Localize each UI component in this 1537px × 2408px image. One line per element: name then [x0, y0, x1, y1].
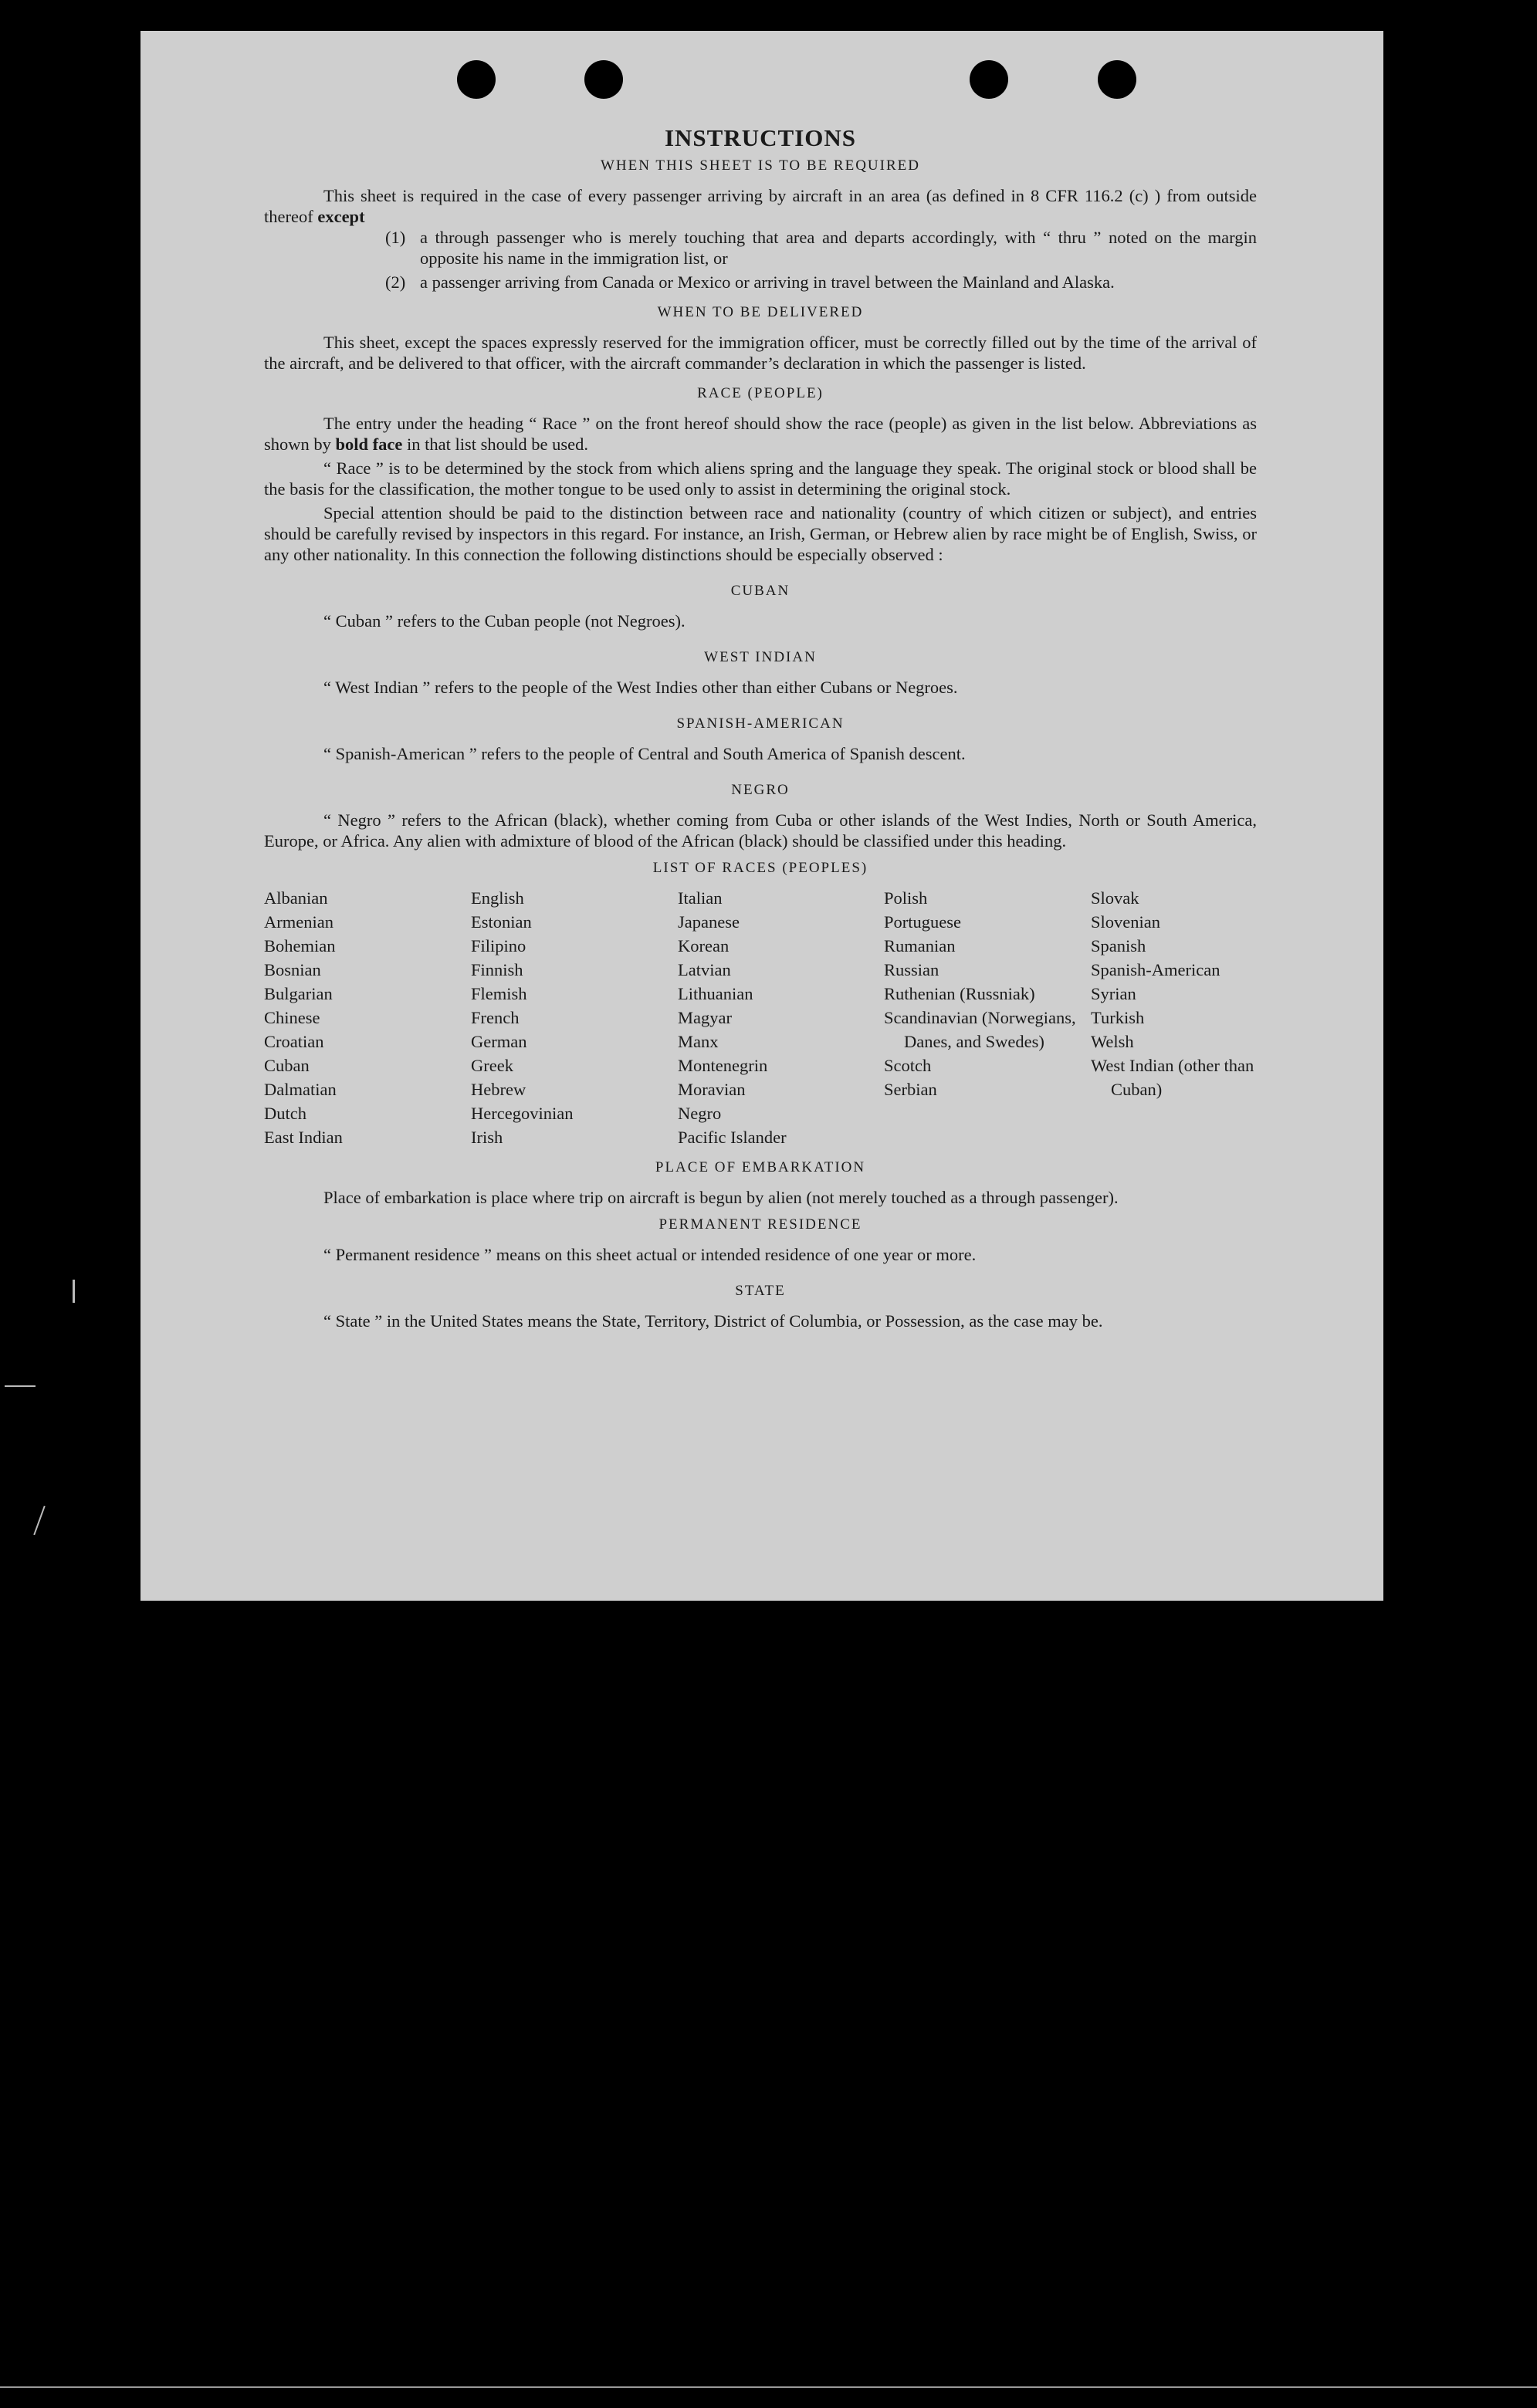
- races-list: [264, 886, 1257, 1149]
- section-heading: WHEN THIS SHEET IS TO BE REQUIRED: [601, 157, 920, 174]
- race-item: Albanian: [264, 888, 328, 908]
- race-item: Croatian: [264, 1032, 324, 1051]
- race-item: Latvian: [678, 960, 731, 979]
- race-item: Negro: [678, 1104, 722, 1123]
- races-column: [678, 886, 884, 1149]
- race-item: West Indian (other than Cuban): [1091, 1056, 1254, 1099]
- section-heading: CUBAN: [730, 583, 791, 599]
- race-item: Bohemian: [264, 936, 336, 955]
- races-column: [1091, 886, 1257, 1149]
- race-item: Welsh: [1091, 1032, 1134, 1051]
- paragraph: Special attention should be paid to the distinction between race and nationality (country of which citizen or subject), and entries should be carefully revised by inspectors in this regard. For instance, an Irish, German, or Hebrew alien by race might be of English, Swiss, or any other nationality. In this connection the following distinctions should be especially observed :: [264, 503, 1257, 564]
- section-heading: LIST OF RACES (PEOPLES): [652, 860, 868, 876]
- paragraph: This sheet is required in the case of every passenger arriving by aircraft in an area (as defined in 8 CFR 116.2 (c) ) from outside thereof except: [264, 186, 1257, 226]
- race-item: East Indian: [264, 1128, 343, 1147]
- scan-artifact: [73, 1280, 75, 1303]
- race-item: Scotch: [884, 1056, 932, 1075]
- race-item: Moravian: [678, 1080, 746, 1099]
- race-item: Finnish: [471, 960, 523, 979]
- race-item: Slovak: [1091, 888, 1139, 908]
- race-item: Bosnian: [264, 960, 321, 979]
- races-column: [884, 886, 1091, 1149]
- race-item: Dalmatian: [264, 1080, 337, 1099]
- race-item: Japanese: [678, 912, 740, 932]
- race-item: Cuban: [264, 1056, 310, 1075]
- scan-artifact: [33, 1506, 46, 1535]
- paragraph: “ Spanish-American ” refers to the people of Central and South America of Spanish descent.: [323, 744, 966, 763]
- punch-hole: [1098, 60, 1136, 99]
- race-item: Montenegrin: [678, 1056, 768, 1075]
- paragraph: “ Negro ” refers to the African (black), whether coming from Cuba or other islands of the West Indies, North or South America, Europe, or Africa. Any alien with admixture of blood of the African (black) should be classified under this heading.: [264, 810, 1257, 851]
- section-heading: STATE: [735, 1283, 786, 1299]
- section-heading: PLACE OF EMBARKATION: [655, 1159, 866, 1175]
- paragraph: “ Cuban ” refers to the Cuban people (not Negroes).: [323, 611, 686, 631]
- race-item: Rumanian: [884, 936, 956, 955]
- race-item: Filipino: [471, 936, 526, 955]
- paragraph: “ Permanent residence ” means on this sheet actual or intended residence of one year or more.: [323, 1245, 977, 1264]
- races-column: [471, 886, 678, 1149]
- race-item: Dutch: [264, 1104, 306, 1123]
- race-item: Russian: [884, 960, 939, 979]
- race-item: Portuguese: [884, 912, 961, 932]
- race-item: Armenian: [264, 912, 333, 932]
- punch-hole: [970, 60, 1008, 99]
- race-item: Ruthenian (Russniak): [884, 984, 1035, 1003]
- race-item: French: [471, 1008, 520, 1027]
- race-item: English: [471, 888, 524, 908]
- race-item: Bulgarian: [264, 984, 333, 1003]
- race-item: Chinese: [264, 1008, 320, 1027]
- race-item: Greek: [471, 1056, 513, 1075]
- page-title: INSTRUCTIONS: [664, 124, 856, 151]
- races-column: [264, 886, 471, 1149]
- race-item: Pacific Islander: [678, 1128, 787, 1147]
- race-item: German: [471, 1032, 527, 1051]
- race-item: Magyar: [678, 1008, 732, 1027]
- race-item: Manx: [678, 1032, 719, 1051]
- section-heading: WHEN TO BE DELIVERED: [657, 304, 864, 320]
- paragraph: The entry under the heading “ Race ” on the front hereof should show the race (people) as given in the list below. Abbreviations as shown by bold face in that list should be used.: [264, 414, 1257, 454]
- section-heading: SPANISH-AMERICAN: [676, 715, 845, 732]
- list-item: (1) a through passenger who is merely touching that area and departs accordingly, with “ thru ” noted on the margin opposite his name in the immigration list, or: [385, 228, 1257, 268]
- paragraph: This sheet, except the spaces expressly reserved for the immigration officer, must be correctly filled out by the time of the arrival of the aircraft, and be delivered to that officer, with the aircraft commander’s declaration in which the passenger is listed.: [264, 333, 1257, 373]
- paragraph: “ Race ” is to be determined by the stock from which aliens spring and the language they speak. The original stock or blood shall be the basis for the classification, the mother tongue to be used only to assist in determining the original stock.: [264, 458, 1257, 499]
- race-item: Serbian: [884, 1080, 937, 1099]
- section-heading: NEGRO: [731, 782, 790, 798]
- race-item: Syrian: [1091, 984, 1136, 1003]
- paragraph: “ State ” in the United States means the State, Territory, District of Columbia, or Possession, as the case may be.: [323, 1311, 1103, 1331]
- scan-artifact: [5, 1385, 36, 1387]
- document-sheet: [140, 31, 1383, 1601]
- section-heading: PERMANENT RESIDENCE: [658, 1216, 862, 1233]
- punch-hole: [457, 60, 496, 99]
- race-item: Estonian: [471, 912, 532, 932]
- race-item: Flemish: [471, 984, 527, 1003]
- punch-hole: [584, 60, 623, 99]
- scan-edge-line: [0, 2386, 1537, 2388]
- paragraph: “ West Indian ” refers to the people of the West Indies other than either Cubans or Negroes.: [323, 678, 958, 697]
- race-item: Italian: [678, 888, 723, 908]
- section-heading: RACE (PEOPLE): [697, 385, 824, 401]
- race-item: Scandinavian (Norwegians, Danes, and Swedes): [884, 1008, 1076, 1051]
- race-item: Irish: [471, 1128, 503, 1147]
- race-item: Korean: [678, 936, 730, 955]
- race-item: Lithuanian: [678, 984, 753, 1003]
- instructions-content: [264, 124, 1257, 1331]
- race-item: Spanish-American: [1091, 960, 1220, 979]
- section-heading: WEST INDIAN: [704, 649, 817, 665]
- race-item: Slovenian: [1091, 912, 1160, 932]
- race-item: Spanish: [1091, 936, 1146, 955]
- race-item: Polish: [884, 888, 928, 908]
- race-item: Turkish: [1091, 1008, 1145, 1027]
- race-item: Hebrew: [471, 1080, 526, 1099]
- list-item: (2) a passenger arriving from Canada or Mexico or arriving in travel between the Mainland and Alaska.: [385, 272, 1115, 292]
- race-item: Hercegovinian: [471, 1104, 574, 1123]
- paragraph: Place of embarkation is place where trip on aircraft is begun by alien (not merely touched as a through passenger).: [323, 1188, 1119, 1207]
